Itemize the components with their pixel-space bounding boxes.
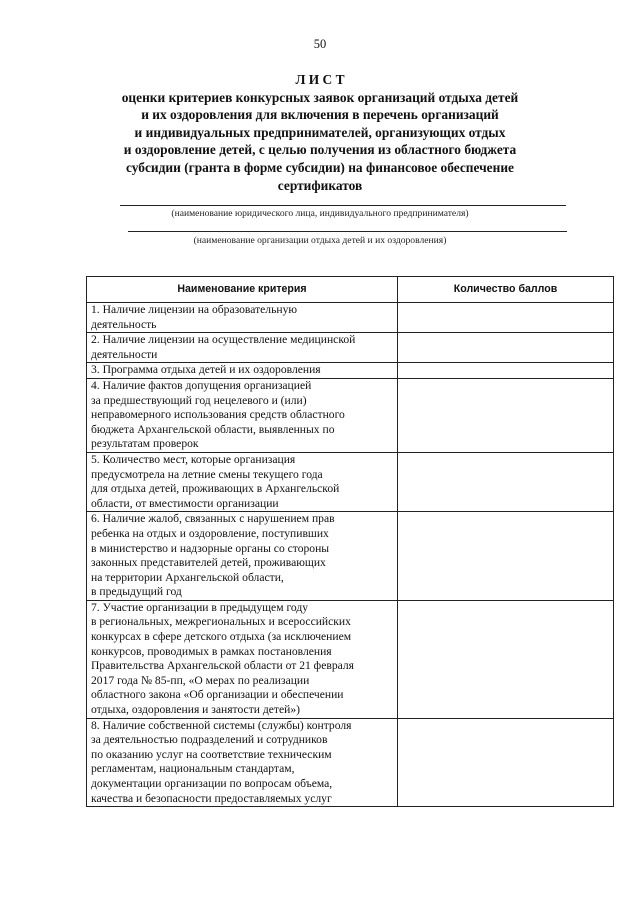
score-cell[interactable]: [398, 452, 614, 511]
table-row: [87, 718, 614, 807]
criteria-table: [86, 276, 614, 807]
criterion-text-line: по оказанию услуг на соответствие техническим: [91, 747, 332, 761]
criterion-text-line: 7. Участие организации в предыдущем году: [91, 600, 309, 614]
entity-name-fill-line: [120, 205, 566, 206]
criterion-text-line: документации организации по вопросам объема,: [91, 777, 333, 790]
criterion-text-line: 4. Наличие фактов допущения организацией: [91, 378, 312, 392]
criterion-text-line: в региональных, межрегиональных и всероссийских: [91, 615, 351, 629]
table-row: [87, 303, 614, 333]
criterion-cell: [87, 303, 398, 333]
score-cell[interactable]: [398, 512, 614, 601]
title-line: Л И С Т: [295, 72, 345, 87]
score-cell[interactable]: [398, 303, 614, 333]
criterion-text-line: отдыха, оздоровления и занятости детей»): [91, 703, 300, 717]
criterion-cell: [87, 378, 398, 452]
page-number: 50: [313, 37, 327, 51]
table-row: [87, 512, 614, 601]
criterion-text-line: регламентам, национальным стандартам,: [91, 762, 295, 776]
criterion-text-line: 2. Наличие лицензии на осуществление медицинской: [91, 333, 356, 347]
criterion-text-line: 6. Наличие жалоб, связанных с нарушением прав: [91, 512, 335, 526]
title-line: субсидии (гранта в форме субсидии) на финансовое обеспечение: [126, 159, 514, 175]
organization-name-caption: (наименование организации отдыха детей и их оздоровления): [193, 235, 447, 246]
score-header: Количество баллов: [398, 277, 614, 303]
criterion-text-line: предусмотрела на летние смены текущего года: [91, 467, 323, 481]
organization-name-fill-line: [128, 231, 567, 232]
table-row: [87, 363, 614, 379]
score-cell[interactable]: [398, 600, 614, 718]
score-cell[interactable]: [398, 363, 614, 379]
table-header-row: [87, 277, 614, 303]
criterion-text-line: за деятельностью подразделений и сотрудников: [91, 733, 328, 747]
criterion-cell: [87, 452, 398, 511]
criterion-cell: [87, 363, 398, 379]
document-title: [0, 71, 640, 194]
criterion-text-line: деятельность: [91, 317, 157, 331]
criterion-cell: [87, 600, 398, 718]
title-line: и оздоровление детей, с целью получения из областного бюджета: [123, 142, 517, 158]
criterion-text-line: за предшествующий год нецелевого и (или): [91, 393, 307, 407]
table-row: [87, 333, 614, 363]
criterion-text-line: законных представителей детей, проживающих: [91, 556, 326, 570]
score-cell[interactable]: [398, 333, 614, 363]
criterion-text-line: ребенка на отдых и оздоровление, поступивших: [91, 526, 329, 540]
criterion-text-line: в предыдущий год: [91, 585, 182, 599]
table-row: [87, 378, 614, 452]
score-cell[interactable]: [398, 378, 614, 452]
criterion-text-line: деятельности: [91, 347, 158, 361]
criterion-text-line: конкурсах в сфере детского отдыха (за исключением: [91, 630, 352, 644]
criterion-cell: [87, 333, 398, 363]
criterion-text-line: области, от вместимости организации: [91, 496, 279, 510]
table-row: [87, 452, 614, 511]
entity-name-caption: (наименование юридического лица, индивидуального предпринимателя): [171, 208, 469, 219]
criterion-text-line: 2017 года № 85-пп, «О мерах по реализации: [91, 673, 310, 687]
criterion-text-line: неправомерного использования средств областного: [91, 408, 345, 422]
title-line: и их оздоровления для включения в перечень организаций: [141, 107, 499, 123]
criterion-text-line: конкурсов, проводимых в рамках постановления: [91, 644, 332, 658]
title-line: сертификатов: [277, 177, 363, 193]
criterion-text-line: на территории Архангельской области,: [91, 570, 284, 584]
criterion-text-line: бюджета Архангельской области, выявленных по: [91, 422, 335, 436]
criteria-body: [87, 303, 614, 807]
criterion-text-line: в министерство и надзорные органы со стороны: [91, 541, 330, 555]
criterion-text-line: 1. Наличие лицензии на образовательную: [91, 303, 298, 316]
criterion-text-line: 3. Программа отдыха детей и их оздоровления: [91, 363, 321, 377]
criterion-name-header: Наименование критерия: [87, 277, 398, 303]
criterion-text-line: областного закона «Об организации и обеспечении: [91, 688, 344, 702]
criterion-text-line: 8. Наличие собственной системы (службы) контроля: [91, 718, 352, 732]
title-line: и индивидуальных предпринимателей, организующих отдых: [134, 124, 506, 140]
criterion-text-line: Правительства Архангельской области от 21 февраля: [91, 659, 354, 673]
title-line: оценки критериев конкурсных заявок организаций отдыха детей: [121, 89, 519, 105]
criterion-text-line: качества и безопасности предоставляемых услуг: [91, 791, 332, 805]
score-cell[interactable]: [398, 718, 614, 807]
criterion-cell: [87, 512, 398, 601]
criterion-text-line: для отдыха детей, проживающих в Архангельской: [91, 482, 340, 496]
criterion-text-line: результатам проверок: [91, 437, 199, 451]
criterion-text-line: 5. Количество мест, которые организация: [91, 452, 296, 466]
table-row: [87, 600, 614, 718]
criterion-cell: [87, 718, 398, 807]
table-continues: [86, 832, 614, 836]
